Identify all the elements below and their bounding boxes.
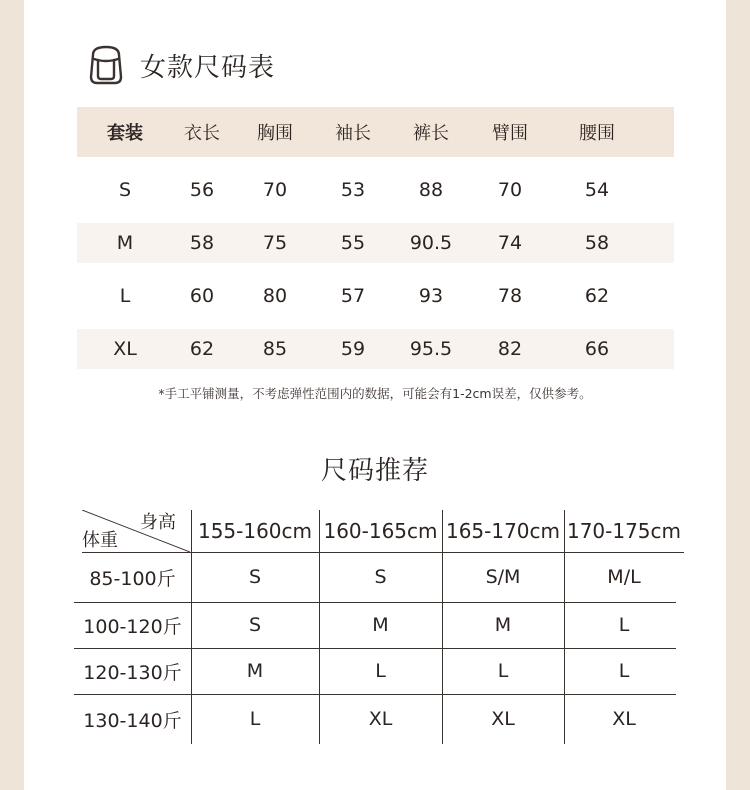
size-card	[24, 0, 726, 790]
table-cell: 58	[189, 232, 215, 254]
size-cell: S/M	[485, 566, 521, 588]
table-cell: 59	[340, 338, 366, 360]
table-cell: 78	[497, 285, 523, 307]
measurement-note: *手工平铺测量，不考虑弹性范围内的数据，可能会有1-2cm误差，仅供参考。	[158, 386, 592, 401]
size-cell: L	[618, 660, 630, 682]
column-header: 腰围	[579, 123, 615, 144]
table-cell: M	[116, 232, 134, 254]
size-cell: L	[249, 708, 261, 730]
size-cell: XL	[491, 708, 515, 730]
table-cell: 93	[418, 285, 444, 307]
recommend-table	[74, 510, 684, 744]
table-cell: 66	[584, 338, 610, 360]
weight-label: 85-100斤	[89, 567, 176, 590]
table-cell: 58	[584, 232, 610, 254]
table-cell: 56	[189, 179, 215, 201]
weight-corner-label: 体重	[82, 530, 118, 551]
table-cell: 62	[584, 285, 610, 307]
size-cell: M	[372, 614, 389, 636]
weight-label: 120-130斤	[83, 661, 182, 684]
size-cell: S	[248, 566, 262, 588]
table-cell: 90.5	[409, 232, 453, 254]
table-cell: 74	[497, 232, 523, 254]
table-cell: 57	[340, 285, 366, 307]
column-header: 胸围	[257, 123, 293, 144]
table-cell: 95.5	[409, 338, 453, 360]
size-cell: S	[374, 566, 387, 588]
column-header: 袖长	[335, 123, 371, 144]
table-cell: 55	[340, 232, 366, 254]
table-cell: 70	[497, 179, 523, 201]
size-cell: L	[497, 660, 509, 682]
table-cell: XL	[113, 338, 137, 360]
column-header: 裤长	[413, 123, 449, 144]
size-cell: M	[494, 614, 512, 636]
size-cell: M/L	[607, 566, 641, 588]
table-cell: 88	[418, 179, 444, 201]
size-cell: XL	[612, 708, 636, 730]
table-cell: S	[118, 179, 132, 201]
size-cell: S	[248, 614, 262, 636]
height-header: 155-160cm	[197, 519, 313, 543]
column-header: 套装	[107, 123, 143, 144]
size-cell: L	[375, 660, 386, 682]
table-row	[77, 263, 674, 329]
table-cell: 60	[189, 285, 215, 307]
height-corner-label: 身高	[140, 512, 176, 533]
table-cell: 85	[262, 338, 288, 360]
table-cell: L	[119, 285, 131, 307]
column-header: 臂围	[492, 123, 528, 144]
weight-label: 130-140斤	[83, 709, 182, 732]
table-row	[77, 157, 674, 223]
section-header	[84, 40, 275, 90]
table-cell: 54	[584, 179, 610, 201]
size-cell: L	[618, 614, 630, 636]
size-table-header	[77, 107, 674, 157]
page-title: 女款尺码表	[140, 52, 276, 83]
height-header: 165-170cm	[445, 519, 561, 543]
neckline-icon	[84, 43, 128, 87]
table-cell: 80	[262, 285, 288, 307]
table-cell: 62	[189, 338, 215, 360]
table-cell: 53	[340, 179, 366, 201]
recommend-title: 尺码推荐	[320, 456, 429, 486]
table-cell: 82	[497, 338, 523, 360]
size-cell: XL	[368, 708, 393, 730]
height-header: 160-165cm	[323, 519, 438, 543]
table-cell: 70	[262, 179, 288, 201]
table-row	[77, 223, 674, 263]
size-table	[77, 107, 674, 369]
weight-label: 100-120斤	[83, 615, 182, 638]
height-header: 170-175cm	[566, 519, 682, 543]
column-header: 衣长	[184, 123, 220, 144]
table-cell: 75	[262, 232, 288, 254]
table-row	[77, 329, 674, 369]
size-cell: M	[246, 660, 264, 682]
